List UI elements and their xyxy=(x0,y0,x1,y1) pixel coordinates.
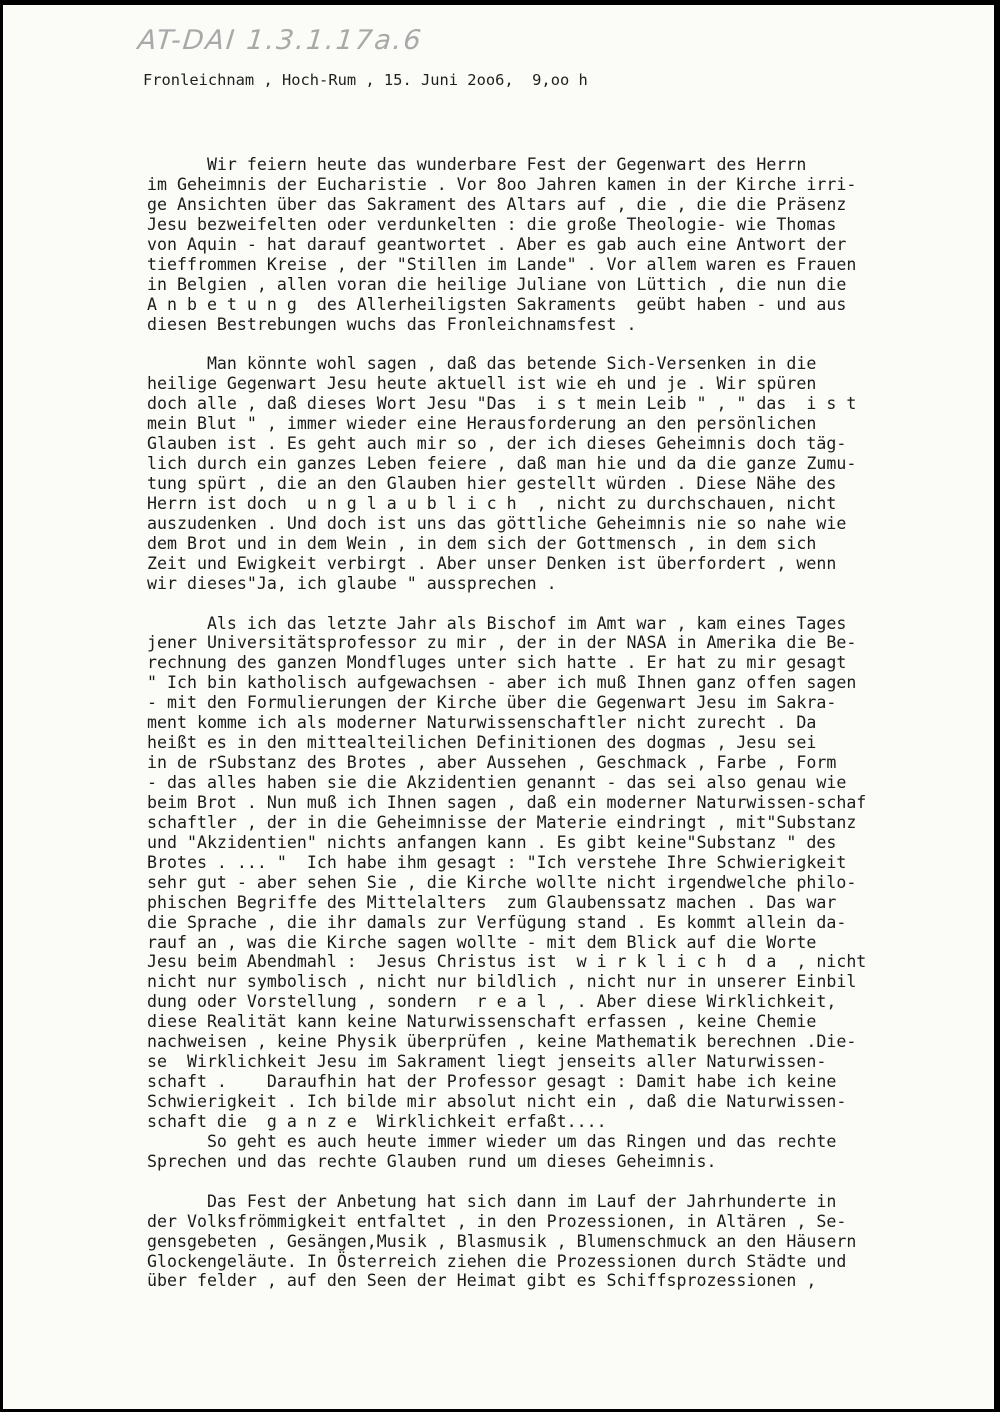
text-line: auszudenken . Und doch ist uns das göttliche Geheimnis nie so nahe wie xyxy=(147,513,847,533)
text-line: Das Fest der Anbetung hat sich dann im Lauf der Jahrhunderte in xyxy=(147,1191,837,1211)
text-line: Brotes . ... " Ich habe ihm gesagt : "Ich verstehe Ihre Schwierigkeit xyxy=(147,852,847,872)
text-line: über felder , auf den Seen der Heimat gibt es Schiffsprozessionen , xyxy=(147,1271,817,1291)
document-header: Fronleichnam , Hoch-Rum , 15. Juni 2oo6, 9,oo h xyxy=(143,71,588,89)
text-line: - mit den Formulierungen der Kirche über die Gegenwart Jesu im Sakra- xyxy=(147,693,837,713)
text-line: tieffrommen Kreise , der "Stillen im Lande" . Vor allem waren es Frauen xyxy=(147,254,857,274)
text-line: Jesu bezweifelten oder verdunkelten : die große Theologie- wie Thomas xyxy=(147,214,837,234)
text-line: schaftler , der in die Geheimnisse der Materie eindringt , mit"Substanz xyxy=(147,812,857,832)
text-line: der Volksfrömmigkeit entfaltet , in den Prozessionen, in Altären , Se- xyxy=(147,1211,847,1231)
text-line: dem Brot und in dem Wein , in dem sich der Gottmensch , in dem sich xyxy=(147,533,817,553)
text-line: phischen Begriffe des Mittelalters zum Glaubenssatz machen . Das war xyxy=(147,892,837,912)
text-line: diesen Bestrebungen wuchs das Fronleichnamsfest . xyxy=(147,314,637,334)
text-line: A n b e t u n g des Allerheiligsten Sakraments geübt haben - und aus xyxy=(147,294,847,314)
text-line: in Belgien , allen voran die heilige Juliane von Lüttich , die nun die xyxy=(147,274,847,294)
text-line: Schwierigkeit . Ich bilde mir absolut nicht ein , daß die Naturwissen- xyxy=(147,1092,847,1112)
text-line: Als ich das letzte Jahr als Bischof im Amt war , kam eines Tages xyxy=(147,613,847,633)
text-line: Herrn ist doch u n g l a u b l i c h , nicht zu durchschauen, nicht xyxy=(147,493,837,513)
document-page xyxy=(3,5,994,1409)
text-line: in de rSubstanz des Brotes , aber Aussehen , Geschmack , Farbe , Form xyxy=(147,753,837,773)
text-line: lich durch ein ganzes Leben feiere , daß man hie und da die ganze Zumu- xyxy=(147,454,857,474)
text-line: So geht es auch heute immer wieder um das Ringen und das rechte xyxy=(147,1131,837,1151)
text-line: gensgebeten , Gesängen,Musik , Blasmusik , Blumenschmuck an den Häusern xyxy=(147,1231,857,1251)
paragraph-3 xyxy=(147,614,992,1172)
text-line: Glauben ist . Es geht auch mir so , der ich dieses Geheimnis doch täg- xyxy=(147,434,847,454)
text-line: doch alle , daß dieses Wort Jesu "Das i s t mein Leib " , " das i s t xyxy=(147,394,857,414)
text-line: diese Realität kann keine Naturwissenschaft erfassen , keine Chemie xyxy=(147,1012,817,1032)
text-line: rauf an , was die Kirche sagen wollte - mit dem Blick auf die Worte xyxy=(147,932,817,952)
text-line: " Ich bin katholisch aufgewachsen - aber ich muß Ihnen ganz offen sagen xyxy=(147,673,857,693)
text-line: Wir feiern heute das wunderbare Fest der Gegenwart des Herrn xyxy=(147,155,807,174)
text-line: wir dieses"Ja, ich glaube " aussprechen . xyxy=(147,573,557,593)
text-line: jener Universitätsprofessor zu mir , der in der NASA in Amerika die Be- xyxy=(147,633,857,653)
text-line: nicht nur symbolisch , nicht nur bildlich , nicht nur in unserer Einbil xyxy=(147,972,857,992)
text-line: ment komme ich als moderner Naturwissenschaftler nicht zurecht . Da xyxy=(147,713,817,733)
text-line: tung spürt , die an den Glauben hier gestellt würden . Diese Nähe des xyxy=(147,473,837,493)
text-line: von Aquin - hat darauf geantwortet . Aber es gab auch eine Antwort der xyxy=(147,234,847,254)
paragraph-1 xyxy=(147,155,992,334)
text-line: Zeit und Ewigkeit verbirgt . Aber unser Denken ist überfordert , wenn xyxy=(147,553,837,573)
paragraph-2 xyxy=(147,354,992,593)
text-line: Jesu beim Abendmahl : Jesus Christus ist w i r k l i c h d a , nicht xyxy=(147,952,867,972)
document-body xyxy=(147,155,992,1291)
text-line: schaft . Daraufhin hat der Professor gesagt : Damit habe ich keine xyxy=(147,1072,837,1092)
text-line: beim Brot . Nun muß ich Ihnen sagen , daß ein moderner Naturwissen-schaf xyxy=(147,792,867,812)
text-line: heilige Gegenwart Jesu heute aktuell ist wie eh und je . Wir spüren xyxy=(147,374,817,394)
text-line: Glockengeläute. In Österreich ziehen die Prozessionen durch Städte und xyxy=(147,1251,847,1271)
text-line: schaft die g a n z e Wirklichkeit erfaßt.... xyxy=(147,1111,607,1131)
text-line: heißt es in den mittealteilichen Definitionen des dogmas , Jesu sei xyxy=(147,733,817,753)
text-line: mein Blut " , immer wieder eine Herausforderung an den persönlichen xyxy=(147,414,817,434)
text-line: Sprechen und das rechte Glauben rund um dieses Geheimnis. xyxy=(147,1151,717,1171)
text-line: ge Ansichten über das Sakrament des Altars auf , die , die die Präsenz xyxy=(147,194,847,214)
text-line: und "Akzidentien" nichts anfangen kann . Es gibt keine"Substanz " des xyxy=(147,832,837,852)
text-line: sehr gut - aber sehen Sie , die Kirche wollte nicht irgendwelche philo- xyxy=(147,872,857,892)
paragraph-4 xyxy=(147,1192,992,1292)
text-line: die Sprache , die ihr damals zur Verfügung stand . Es kommt allein da- xyxy=(147,912,847,932)
text-line: Man könnte wohl sagen , daß das betende Sich-Versenken in die xyxy=(147,354,817,374)
text-line: nachweisen , keine Physik überprüfen , keine Mathematik berechnen .Die- xyxy=(147,1032,857,1052)
archive-reference-stamp: AT-DAI 1.3.1.17a.6 xyxy=(136,25,425,56)
text-line: im Geheimnis der Eucharistie . Vor 8oo Jahren kamen in der Kirche irri- xyxy=(147,174,857,194)
text-line: dung oder Vorstellung , sondern r e a l , . Aber diese Wirklichkeit, xyxy=(147,992,837,1012)
text-line: se Wirklichkeit Jesu im Sakrament liegt jenseits aller Naturwissen- xyxy=(147,1052,827,1072)
text-line: rechnung des ganzen Mondfluges unter sich hatte . Er hat zu mir gesagt xyxy=(147,653,847,673)
text-line: - das alles haben sie die Akzidentien genannt - das sei also genau wie xyxy=(147,773,847,793)
